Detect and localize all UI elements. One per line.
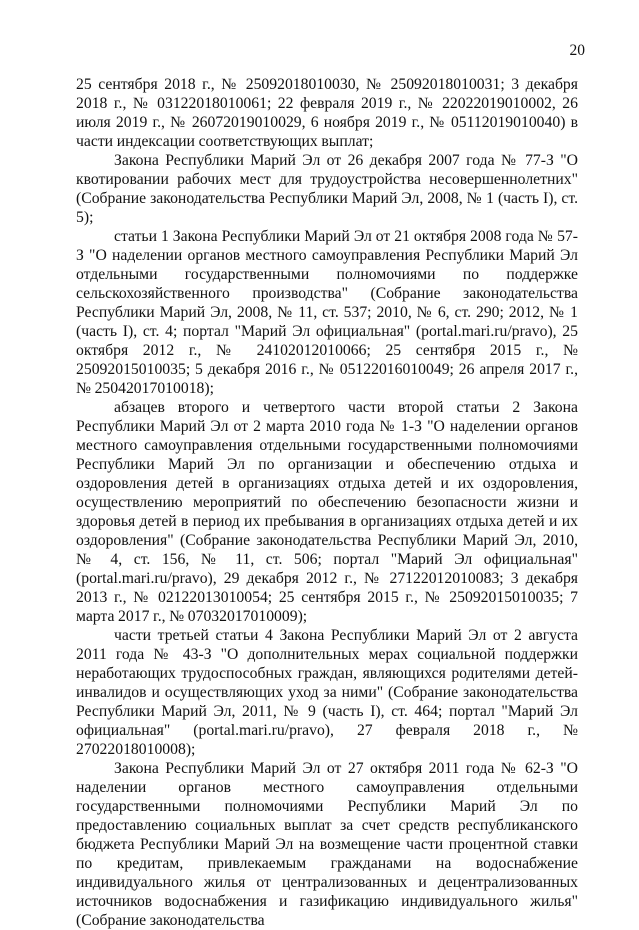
- paragraph-law-62-z: Закона Республики Марий Эл от 27 октября 2011 года № 62-З "О наделении органов местного самоуправления отдельными государственными полномочиями Республики Марий Эл по предоставлению социальных выплат за счет средств республиканского бюджета Республики Марий Эл на возмещение части процентной ставки по кредитам, привлекаемым гражданами на водоснабжение индивидуального жилья от централизованных и децентрализованных источников водоснабжения и газификацию индивидуального жилья" (Собрание законодательства: [76, 760, 578, 929]
- paragraph-indexation-continuation: 25 сентября 2018 г., № 25092018010030, № 25092018010031; 3 декабря 2018 г., № 03122018010061; 22 февраля 2019 г., № 22022019010002, 26 июля 2019 г., № 26072019010029, 6 ноября 2019 г., № 05112019010040) в части индексации соответствующих выплат;: [76, 76, 578, 150]
- paragraph-law-57-z: статьи 1 Закона Республики Марий Эл от 21 октября 2008 года № 57-З "О наделении органов местного самоуправления Республики Марий Эл отдельными государственными полномочиями по поддержке сельскохозяйственного производства" (Собрание законодательства Республики Марий Эл, 2008, № 11, ст. 537; 2010, № 6, ст. 290; 2012, № 1 (часть I), ст. 4; портал "Марий Эл официальная" (portal.mari.ru/pravo), 25 октября 2012 г., № 24102012010066; 25 сентября 2015 г., № 25092015010035; 5 декабря 2016 г., № 05122016010049; 26 апреля 2017 г., № 25042017010018);: [76, 228, 578, 397]
- paragraph-law-1-z: абзацев второго и четвертого части второй статьи 2 Закона Республики Марий Эл от 2 марта 2010 года № 1-З "О наделении органов местного самоуправления отдельными государственными полномочиями Республики Марий Эл по организации и обеспечению отдыха и оздоровления детей в организациях отдыха детей и их оздоровления, осуществлению мероприятий по обеспечению безопасности жизни и здоровья детей в период их пребывания в организациях отдыха детей и их оздоровления" (Собрание законодательства Республики Марий Эл, 2010, № 4, ст. 156, № 11, ст. 506; портал "Марий Эл официальная" (portal.mari.ru/pravo), 29 декабря 2012 г., № 27122012010083; 3 декабря 2013 г., № 02122013010054; 25 сентября 2015 г., № 25092015010035; 7 марта 2017 г., № 07032017010009);: [76, 399, 578, 625]
- page-number: 20: [569, 42, 585, 59]
- paragraph-law-77-z: Закона Республики Марий Эл от 26 декабря 2007 года № 77-З "О квотировании рабочих мест для трудоустройства несовершеннолетних" (Собрание законодательства Республики Марий Эл, 2008, № 1 (часть I), ст. 5);: [76, 152, 578, 226]
- document-body: [76, 75, 578, 930]
- paragraph-law-43-z: части третьей статьи 4 Закона Республики Марий Эл от 2 августа 2011 года № 43-З "О дополнительных мерах социальной поддержки неработающих трудоспособных граждан, являющихся родителями детей-инвалидов и осуществляющих уход за ними" (Собрание законодательства Республики Марий Эл, 2011, № 9 (часть I), ст. 464; портал "Марий Эл официальная" (portal.mari.ru/pravo), 27 февраля 2018 г., № 27022018010008);: [76, 627, 578, 758]
